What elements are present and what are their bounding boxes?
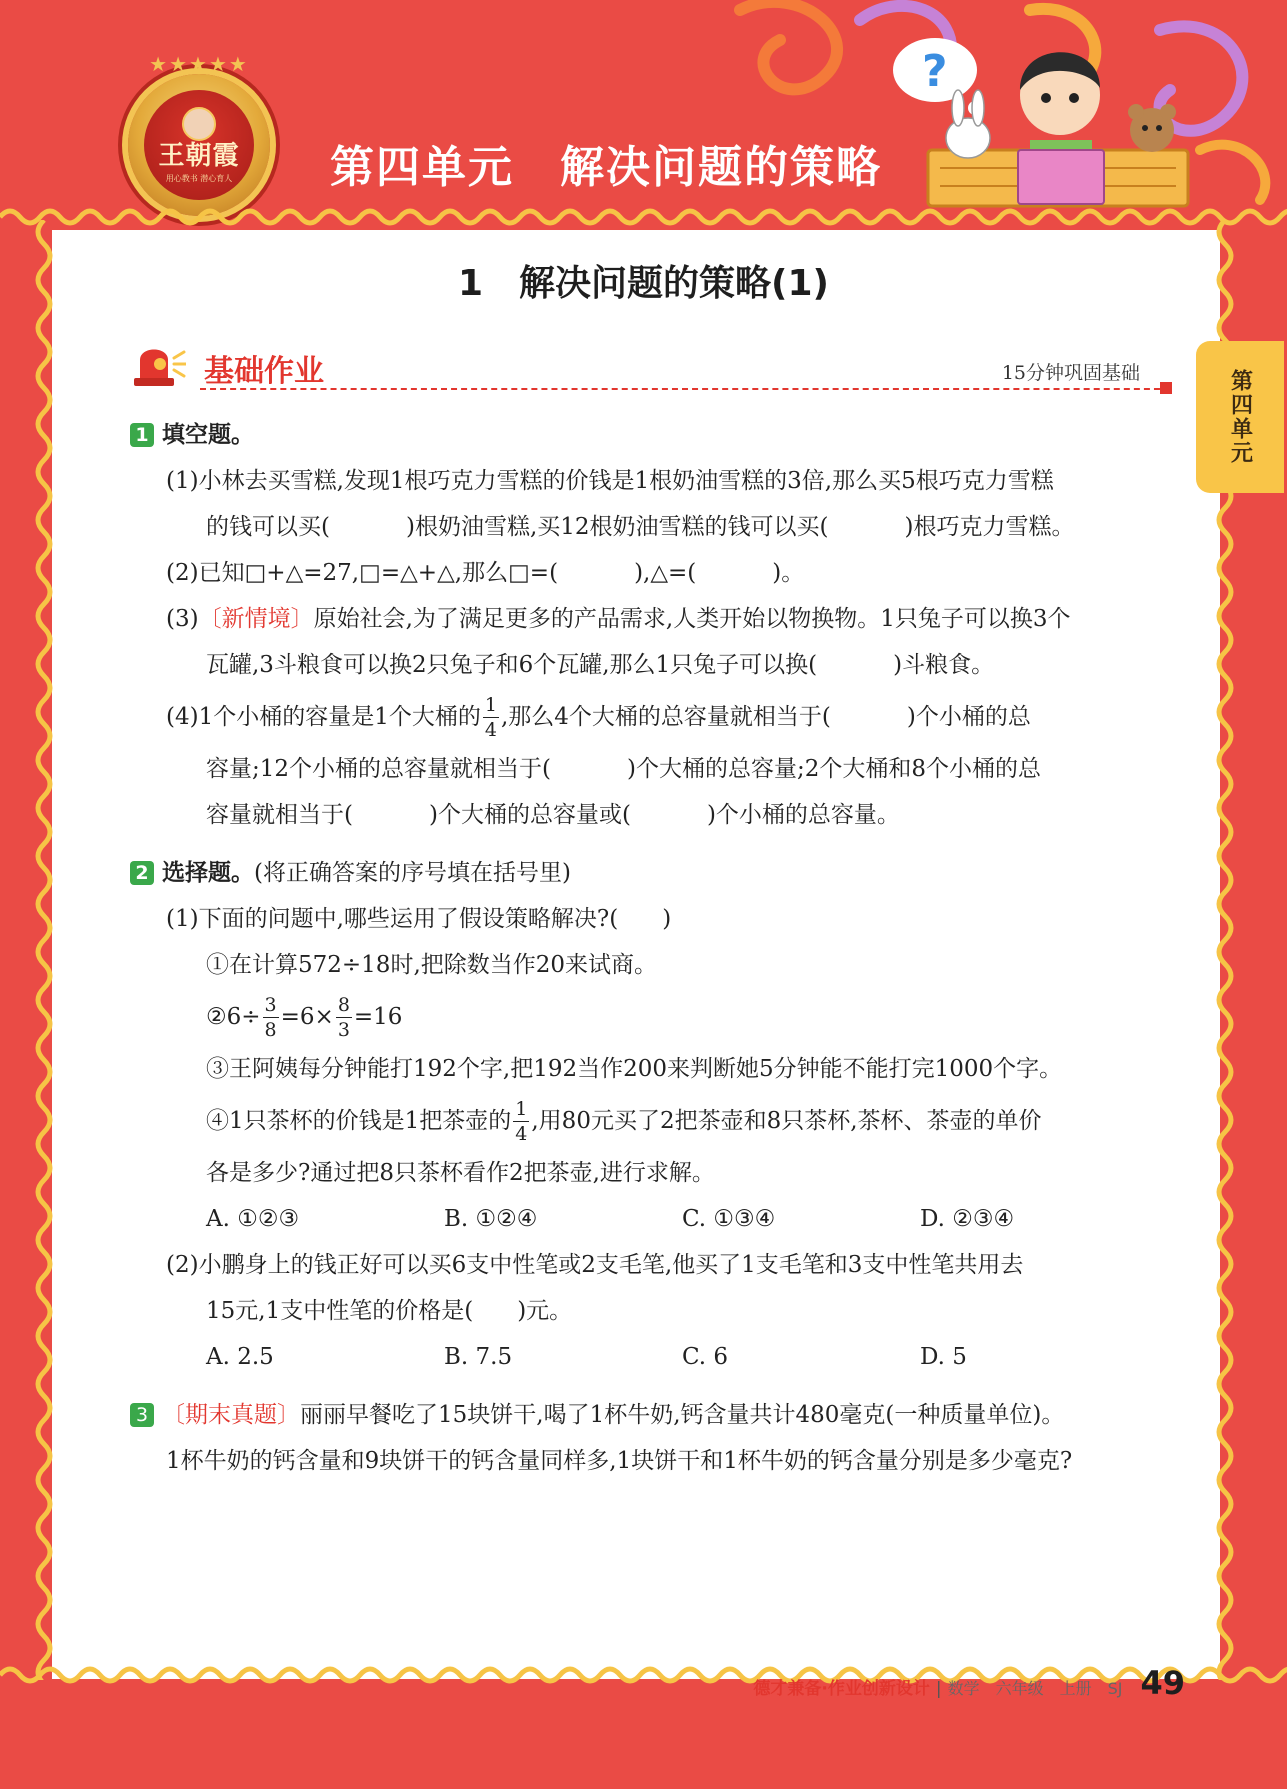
q2-item4-line1 [130, 1092, 1180, 1150]
q1-sub2 [130, 550, 1180, 596]
question-3-header [130, 1392, 1180, 1438]
exercise-content [130, 412, 1180, 1484]
fraction [483, 696, 499, 740]
q2-sub2-options [130, 1334, 1180, 1380]
question-number: 3 [130, 1403, 154, 1427]
fraction-denominator: 4 [484, 719, 497, 741]
text: )斗粮食。 [893, 652, 995, 678]
text: ④1只茶杯的价钱是1把茶壶的 [206, 1108, 512, 1134]
question-number: 2 [130, 861, 154, 885]
unit-side-tab[interactable] [1196, 341, 1284, 493]
svg-text:?: ? [922, 46, 948, 97]
text: 的钱可以买( [206, 514, 330, 540]
text: ,用80元买了2把茶壶和8只茶杯,茶杯、茶壶的单价 [531, 1108, 1042, 1134]
footer-brand: 德才兼备·作业创新设计 [753, 1679, 930, 1699]
q1-sub1-line2 [130, 504, 1180, 550]
q2-sub1 [130, 896, 1180, 942]
q2-item1: ①在计算572÷18时,把除数当作20来试商。 [206, 952, 658, 978]
text: )个小桶的总 [906, 704, 1031, 730]
text: )个大桶的总容量或( [428, 802, 631, 828]
option-c[interactable]: C. 6 [682, 1344, 729, 1370]
lesson-title: 1 解决问题的策略(1) [457, 263, 829, 304]
fraction [336, 996, 352, 1040]
question-1-header [130, 412, 1180, 458]
unit-side-tab-label: 第四单元 [1227, 369, 1253, 465]
option-d[interactable]: D. ②③④ [920, 1206, 1015, 1232]
logo-stars: ★★★★★ [149, 52, 249, 76]
q1-sub3-line1 [130, 596, 1180, 642]
text: =16 [353, 1004, 403, 1030]
q2-item3: ③王阿姨每分钟能打192个字,把192当作200来判断她5分钟能不能打完1000个字。 [206, 1056, 1063, 1082]
footer-separator: | [935, 1679, 942, 1699]
section-label: 基础作业 [204, 354, 324, 389]
question-number: 1 [130, 423, 154, 447]
text: 瓦罐,3斗粮食可以换2只兔子和6个瓦罐,那么1只兔子可以换( [206, 652, 818, 678]
text: ②6÷ [206, 1004, 261, 1030]
option-b[interactable]: B. ①②④ [444, 1206, 538, 1232]
option-a[interactable]: A. 2.5 [206, 1344, 274, 1370]
q2-sub1-options [130, 1196, 1180, 1242]
logo-slogan: 用心教书 潜心育人 [165, 173, 233, 183]
text: ,那么4个大桶的总容量就相当于( [500, 704, 831, 730]
text: (1)下面的问题中,哪些运用了假设策略解决?( [166, 906, 619, 932]
section-divider [200, 388, 1170, 390]
text: 容量就相当于( [206, 802, 353, 828]
q2-item2 [130, 988, 1180, 1046]
q2-sub2-line2 [130, 1288, 1180, 1334]
fraction [263, 996, 279, 1040]
fraction-numerator: 1 [484, 694, 497, 716]
publisher-logo [128, 52, 270, 216]
text: )个大桶的总容量;2个大桶和8个小桶的总 [627, 756, 1041, 782]
alarm-lamp-icon [130, 338, 186, 390]
wavy-border-top [0, 200, 1287, 234]
text: )根巧克力雪糕。 [904, 514, 1075, 540]
new-context-tag: 〔新情境〕 [198, 606, 314, 632]
text: )个小桶的总容量。 [706, 802, 900, 828]
final-exam-tag: 〔期末真题〕 [162, 1402, 300, 1428]
text: )元。 [517, 1298, 573, 1324]
text: )。 [772, 560, 805, 586]
wavy-border-left [24, 220, 64, 1680]
logo-portrait [182, 107, 216, 141]
q1-sub4-line2 [130, 746, 1180, 792]
question-2-header [130, 850, 1180, 896]
question-text: 丽丽早餐吃了15块饼干,喝了1杯牛奶,钙含量共计480毫克(一种质量单位)。 [300, 1402, 1065, 1428]
q2-item4-line2: 各是多少?通过把8只茶杯看作2把茶壶,进行求解。 [206, 1160, 715, 1186]
question-title: 填空题。 [162, 422, 254, 448]
text: (2)已知□+△=27,□=△+△,那么□=( [166, 560, 559, 586]
q1-sub4-line3 [130, 792, 1180, 838]
text: ) [662, 906, 672, 932]
q1-sub1-line1: (1)小林去买雪糕,发现1根巧克力雪糕的价钱是1根奶油雪糕的3倍,那么买5根巧克力雪糕 [166, 468, 1054, 494]
question-title: 选择题。 [162, 860, 254, 886]
unit-title: 第四单元 解决问题的策略 [330, 142, 882, 193]
page-footer [753, 1664, 1185, 1702]
section-divider-end [1160, 382, 1172, 394]
fraction-numerator: 3 [264, 994, 277, 1016]
fraction-denominator: 3 [337, 1019, 350, 1041]
text: 容量;12个小桶的总容量就相当于( [206, 756, 551, 782]
q1-sub3-line2 [130, 642, 1180, 688]
option-a[interactable]: A. ①②③ [206, 1206, 300, 1232]
text: (4)1个小桶的容量是1个大桶的 [166, 704, 481, 730]
fraction-numerator: 1 [515, 1098, 528, 1120]
option-d[interactable]: D. 5 [920, 1344, 967, 1370]
text: (3) [166, 606, 199, 632]
text: ),△=( [634, 560, 697, 586]
q2-sub2-line1: (2)小鹏身上的钱正好可以买6支中性笔或2支毛笔,他买了1支毛笔和3支中性笔共用去 [166, 1252, 1024, 1278]
page-number: 49 [1140, 1664, 1185, 1702]
q3-line2: 1杯牛奶的钙含量和9块饼干的钙含量同样多,1块饼干和1杯牛奶的钙含量分别是多少毫克? [166, 1448, 1073, 1474]
logo-name: 王朝霞 [158, 140, 240, 171]
fraction-numerator: 8 [337, 994, 350, 1016]
question-note: (将正确答案的序号填在括号里) [254, 860, 571, 886]
q1-sub4-line1 [130, 688, 1180, 746]
section-time-note: 15分钟巩固基础 [1001, 362, 1140, 384]
footer-book-info: 数学 六年级 上册 SJ [947, 1679, 1123, 1698]
text: )根奶油雪糕,买12根奶油雪糕的钱可以买( [405, 514, 829, 540]
section-header [130, 338, 1170, 394]
fraction-denominator: 4 [515, 1123, 528, 1145]
option-c[interactable]: C. ①③④ [682, 1206, 776, 1232]
fraction [513, 1100, 529, 1144]
text: 原始社会,为了满足更多的产品需求,人类开始以物换物。1只兔子可以换3个 [313, 606, 1071, 632]
text: 15元,1支中性笔的价格是( [206, 1298, 474, 1324]
option-b[interactable]: B. 7.5 [444, 1344, 513, 1370]
text: =6× [280, 1004, 334, 1030]
fraction-denominator: 8 [264, 1019, 277, 1041]
